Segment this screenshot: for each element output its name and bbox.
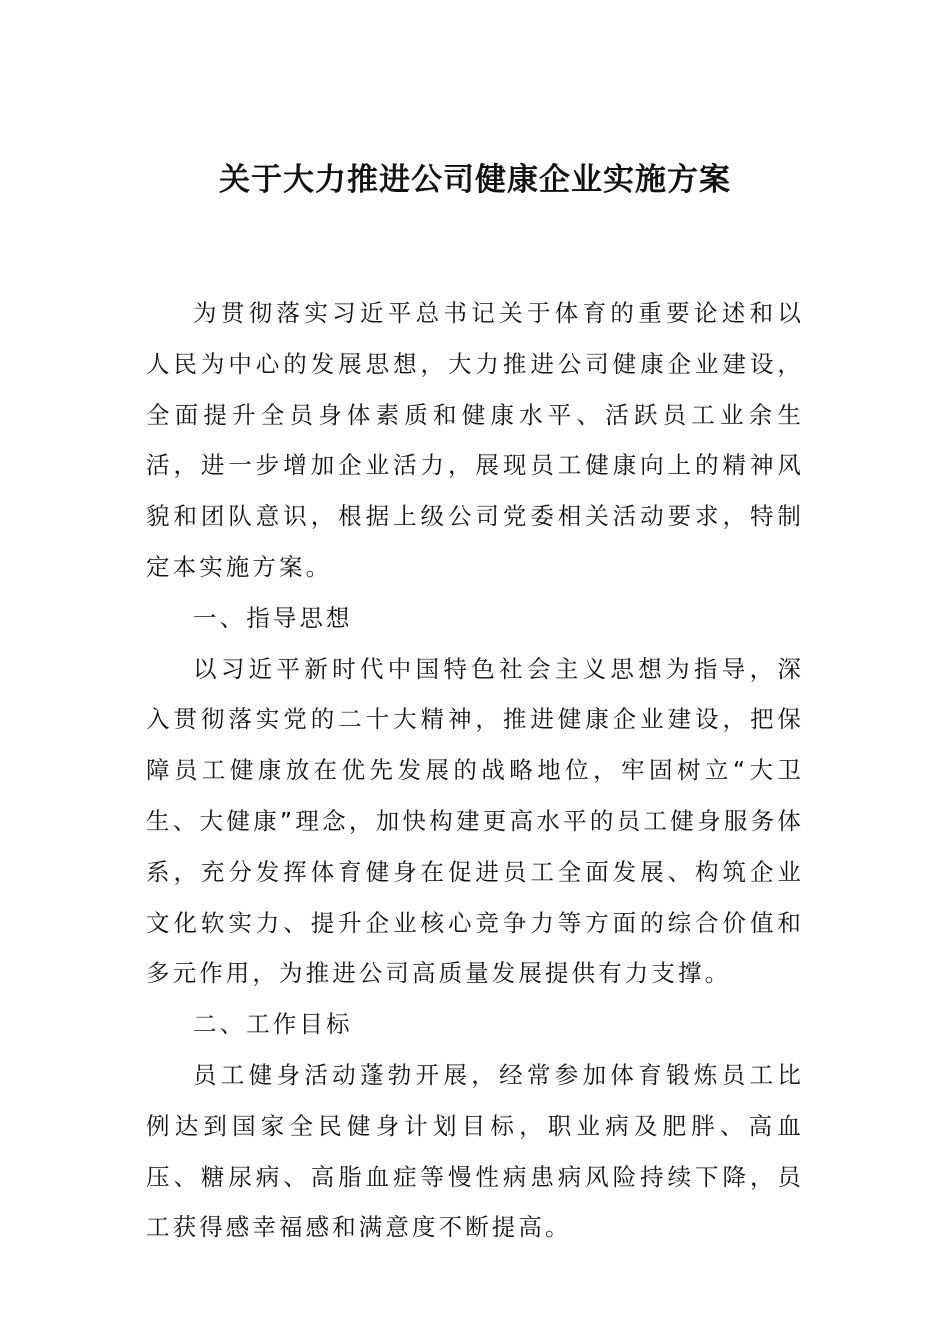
- section-heading-guiding-ideology: 一、指导思想: [193, 603, 353, 632]
- intro-paragraph: 为贯彻落实习近平总书记关于体育的重要论述和以人民为中心的发展思想，大力推进公司健康企业建设，全面提升全员身体素质和健康水平、活跃员工业余生活，进一步增加企业活力，展现员工健康向上的精神风貌和团队意识，根据上级公司党委相关活动要求，特制定本实施方案。: [146, 299, 804, 581]
- section-heading-work-goals: 二、工作目标: [193, 1010, 353, 1039]
- document-body: [146, 288, 804, 1253]
- document-title: 关于大力推进公司健康企业实施方案: [219, 162, 731, 198]
- section-paragraph-work-goals: 员工健身活动蓬勃开展，经常参加体育锻炼员工比例达到国家全民健身计划目标，职业病及肥胖、高血压、糖尿病、高脂血症等慢性病患病风险持续下降，员工获得感幸福感和满意度不断提高。: [146, 1060, 804, 1242]
- section-paragraph-guiding-ideology: 以习近平新时代中国特色社会主义思想为指导，深入贯彻落实党的二十大精神，推进健康企业建设，把保障员工健康放在优先发展的战略地位，牢固树立“大卫生、大健康”理念，加快构建更高水平的员工健身服务体系，充分发挥体育健身在促进员工全面发展、构筑企业文化软实力、提升企业核心竞争力等方面的综合价值和多元作用，为推进公司高质量发展提供有力支撑。: [146, 654, 804, 988]
